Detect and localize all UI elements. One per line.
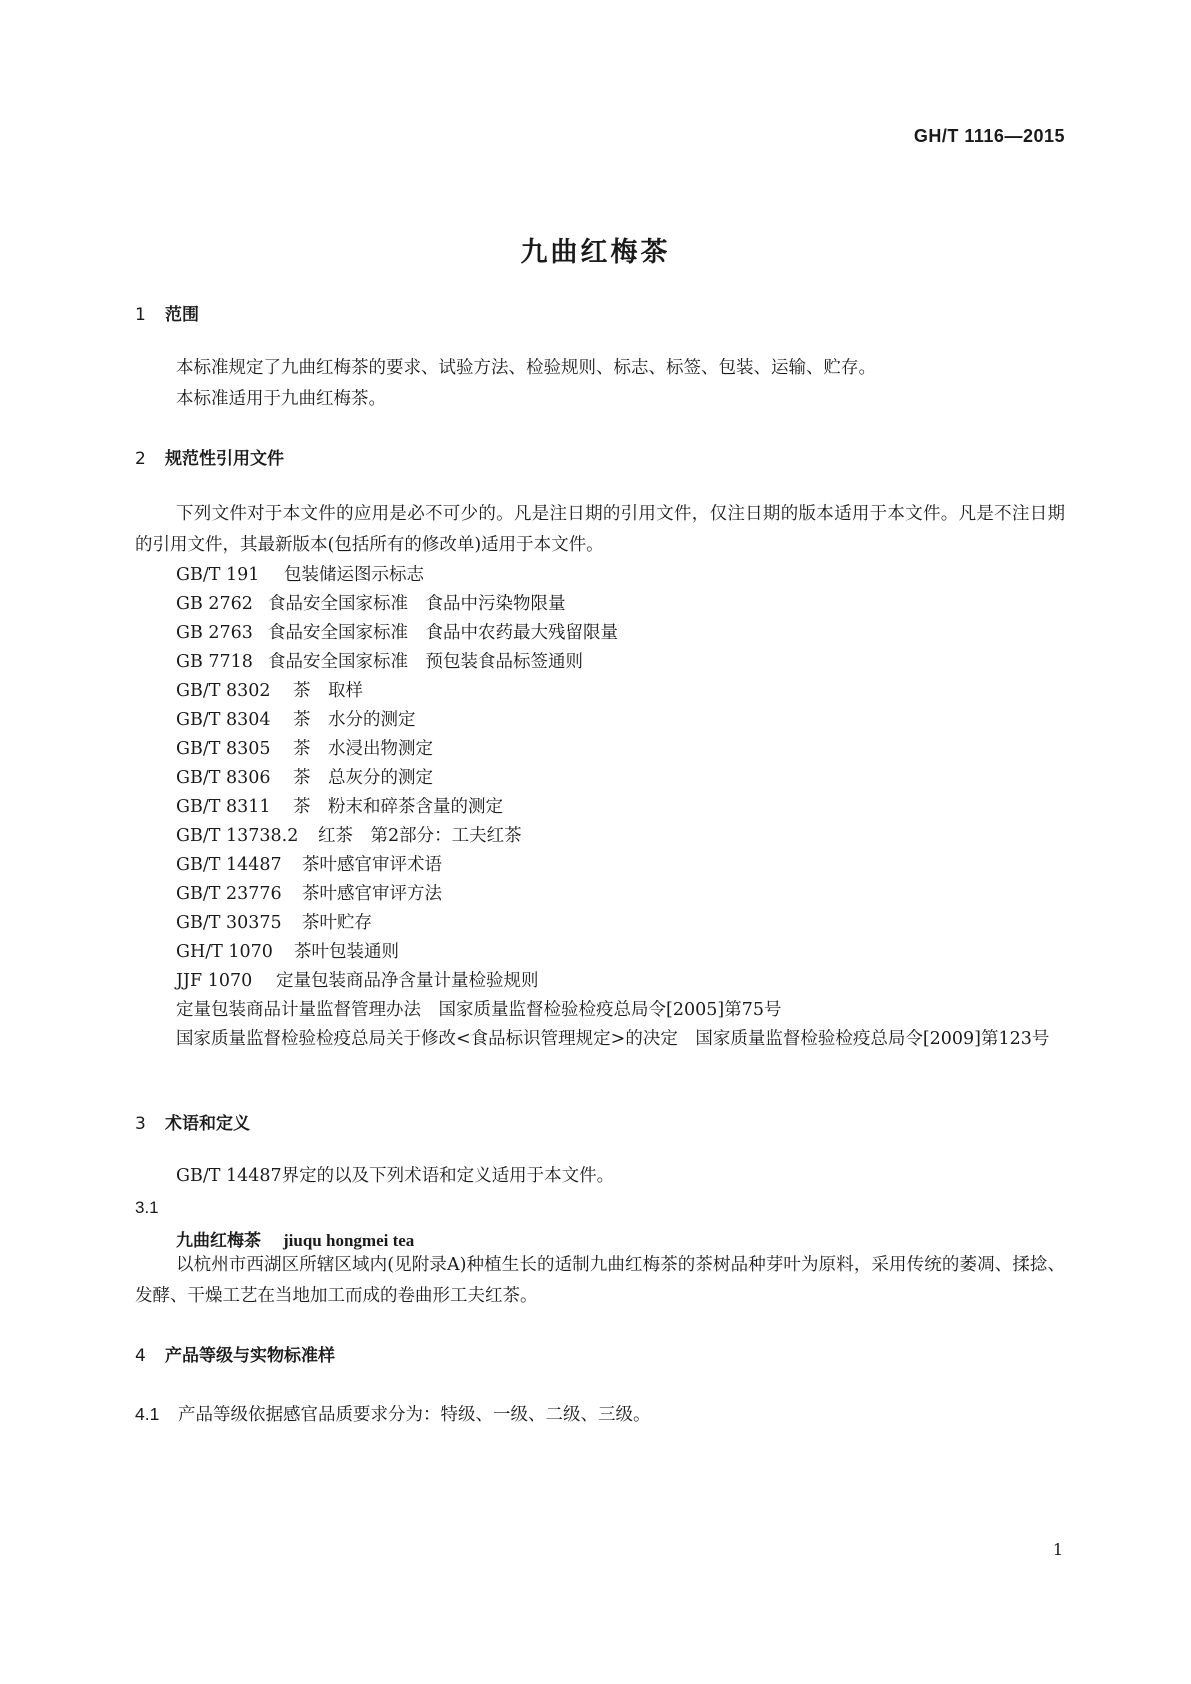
- reference-code: GB/T 8304: [176, 710, 271, 730]
- reference-code: GB 7718: [176, 652, 253, 672]
- reference-item: [176, 705, 416, 736]
- page-number: 1: [1052, 1540, 1063, 1559]
- reference-item: [176, 589, 566, 620]
- reference-code: JJF 1070: [176, 971, 253, 991]
- reference-title: 茶叶包装通则: [294, 942, 399, 962]
- term-english: jiuqu hongmei tea: [283, 1231, 415, 1250]
- reference-code: GB 2762: [176, 594, 253, 614]
- reference-code: GH/T 1070: [176, 942, 273, 962]
- reference-title: 茶 水浸出物测定: [293, 739, 433, 759]
- clause-text: 产品等级依据感官品质要求分为：特级、一级、二级、三级。: [178, 1405, 651, 1425]
- reference-title: 食品安全国家标准 食品中农药最大残留限量: [268, 623, 618, 643]
- reference-title: 定量包装商品净含量计量检验规则: [276, 971, 539, 991]
- section-number: 2: [135, 449, 146, 469]
- section-number: 4: [135, 1346, 146, 1366]
- reference-item: [176, 966, 539, 997]
- section-number: 1: [135, 305, 146, 325]
- reference-item: [176, 821, 522, 852]
- reference-extra-1: 定量包装商品计量监督管理办法 国家质量监督检验检疫总局令[2005]第75号: [176, 1000, 782, 1020]
- reference-title: 包装储运图示标志: [284, 565, 424, 585]
- section-1-heading: [135, 300, 199, 325]
- term-definition: 以杭州市西湖区所辖区域内(见附录A)种植生长的适制九曲红梅茶的茶树品种芽叶为原料，采用传统的萎凋、揉捻、发酵、干燥工艺在当地加工而成的卷曲形工夫红茶。: [135, 1255, 1065, 1306]
- clause-number: 4.1: [135, 1404, 160, 1424]
- reference-code: GB/T 8305: [176, 739, 271, 759]
- reference-item: [176, 734, 433, 765]
- scope-paragraph-1: 本标准规定了九曲红梅茶的要求、试验方法、检验规则、标志、标签、包装、运输、贮存。: [176, 358, 876, 378]
- reference-code: GB/T 8306: [176, 768, 271, 788]
- reference-title: 茶叶感官审评术语: [302, 855, 442, 875]
- document-title: 九曲红梅茶: [520, 237, 671, 268]
- scope-paragraph-2: 本标准适用于九曲红梅茶。: [176, 389, 386, 409]
- section-4-heading: [135, 1341, 335, 1366]
- reference-title: 茶 取样: [293, 681, 363, 701]
- reference-title: 茶 总灰分的测定: [293, 768, 433, 788]
- reference-item: [176, 647, 583, 678]
- reference-item: [176, 676, 363, 707]
- reference-title: 茶叶感官审评方法: [302, 884, 442, 904]
- reference-title: 食品安全国家标准 食品中污染物限量: [268, 594, 566, 614]
- standard-code: GH/T 1116—2015: [913, 126, 1065, 146]
- reference-item: [176, 850, 442, 881]
- reference-code: GB 2763: [176, 623, 253, 643]
- reference-code: GB/T 8302: [176, 681, 271, 701]
- section-title: 产品等级与实物标准样: [165, 1346, 335, 1366]
- reference-title: 红茶 第2部分：工夫红茶: [318, 826, 522, 846]
- reference-item: [176, 560, 424, 591]
- section-title: 规范性引用文件: [165, 449, 284, 469]
- reference-item: [176, 792, 503, 823]
- section-title: 范围: [165, 305, 199, 325]
- reference-item: [176, 763, 433, 794]
- section-number: 3: [135, 1114, 146, 1134]
- term-heading: [176, 1226, 414, 1251]
- reference-title: 食品安全国家标准 预包装食品标签通则: [268, 652, 583, 672]
- section-3-heading: [135, 1109, 250, 1134]
- reference-title: 茶 水分的测定: [293, 710, 416, 730]
- section-2-heading: [135, 444, 284, 469]
- clause-4-1: [135, 1401, 651, 1426]
- reference-code: GB/T 30375: [176, 913, 282, 933]
- terms-intro: GB/T 14487界定的以及下列术语和定义适用于本文件。: [176, 1166, 615, 1186]
- term-number: 3.1: [135, 1198, 159, 1217]
- reference-extra-2: 国家质量监督检验检疫总局关于修改<食品标识管理规定>的决定 国家质量监督检验检疫总局令[2009]第123号: [176, 1029, 1050, 1049]
- reference-title: 茶 粉末和碎茶含量的测定: [293, 797, 503, 817]
- reference-code: GB/T 8311: [176, 797, 271, 817]
- references-intro: 下列文件对于本文件的应用是必不可少的。凡是注日期的引用文件，仅注日期的版本适用于本文件。凡是不注日期的引用文件，其最新版本(包括所有的修改单)适用于本文件。: [135, 504, 1065, 555]
- reference-code: GB/T 13738.2: [176, 826, 299, 846]
- reference-item: [176, 937, 399, 968]
- reference-code: GB/T 14487: [176, 855, 282, 875]
- reference-code: GB/T 191: [176, 565, 260, 585]
- reference-item: [176, 908, 372, 939]
- term-chinese: 九曲红梅茶: [176, 1231, 261, 1251]
- reference-code: GB/T 23776: [176, 884, 282, 904]
- reference-item: [176, 879, 442, 910]
- reference-item: [176, 618, 618, 649]
- section-title: 术语和定义: [165, 1114, 250, 1134]
- reference-title: 茶叶贮存: [302, 913, 372, 933]
